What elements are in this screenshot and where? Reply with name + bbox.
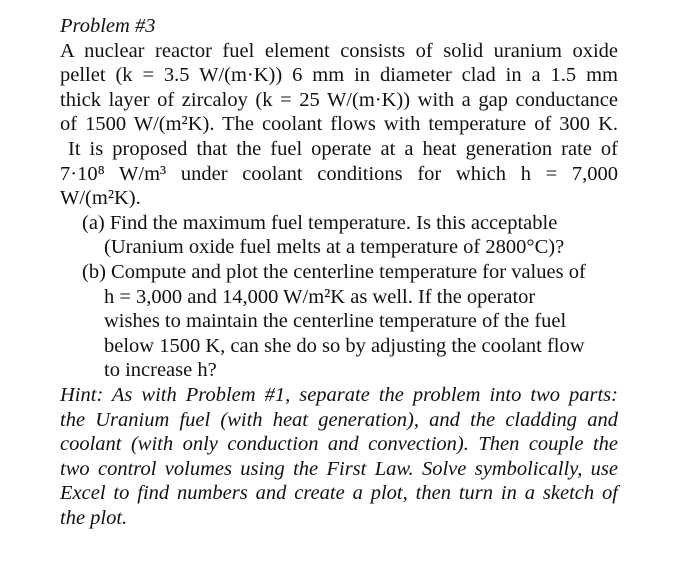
hint-line: two control volumes using the First Law. Solve symbolically, use <box>60 457 618 480</box>
part-b-line: to increase h? <box>104 359 217 382</box>
statement-line: It is proposed that the fuel operate at a heat generation rate of <box>68 137 618 160</box>
hint-line: Hint: As with Problem #1, separate the problem into two parts: <box>60 383 618 406</box>
statement-line: 7·10⁸ W/m³ under coolant conditions for which h = 7,000 <box>60 162 618 185</box>
statement-line: of 1500 W/(m²K). The coolant flows with temperature of 300 K. <box>60 113 618 136</box>
part-a-line: (Uranium oxide fuel melts at a temperature of 2800°C)? <box>104 236 565 259</box>
hint-line: coolant (with only conduction and convection). Then couple the <box>60 433 618 456</box>
statement-line: pellet (k = 3.5 W/(m·K)) 6 mm in diameter clad in a 1.5 mm <box>60 64 618 87</box>
hint-line: the Uranium fuel (with heat generation), and the cladding and <box>60 408 618 431</box>
statement-line: thick layer of zircaloy (k = 25 W/(m·K)) with a gap conductance <box>60 88 618 111</box>
part-b-line: wishes to maintain the centerline temperature of the fuel <box>104 310 567 333</box>
problem-statement <box>60 39 618 211</box>
statement-line: A nuclear reactor fuel element consists of solid uranium oxide <box>60 39 618 62</box>
part-b-line: (b) Compute and plot the centerline temperature for values of <box>82 260 586 283</box>
part-a-line: (a) Find the maximum fuel temperature. Is this acceptable <box>82 211 558 234</box>
problem-document <box>60 14 618 530</box>
part-b <box>60 260 618 383</box>
part-b-line: h = 3,000 and 14,000 W/m²K as well. If the operator <box>104 285 536 308</box>
problem-title: Problem #3 <box>60 15 156 37</box>
hint-line: the plot. <box>60 506 128 529</box>
part-b-line: below 1500 K, can she do so by adjusting the coolant flow <box>104 334 585 357</box>
statement-line: W/(m²K). <box>60 187 141 210</box>
hint <box>60 383 618 531</box>
part-a <box>60 211 618 260</box>
hint-line: Excel to find numbers and create a plot, then turn in a sketch of <box>60 482 618 505</box>
